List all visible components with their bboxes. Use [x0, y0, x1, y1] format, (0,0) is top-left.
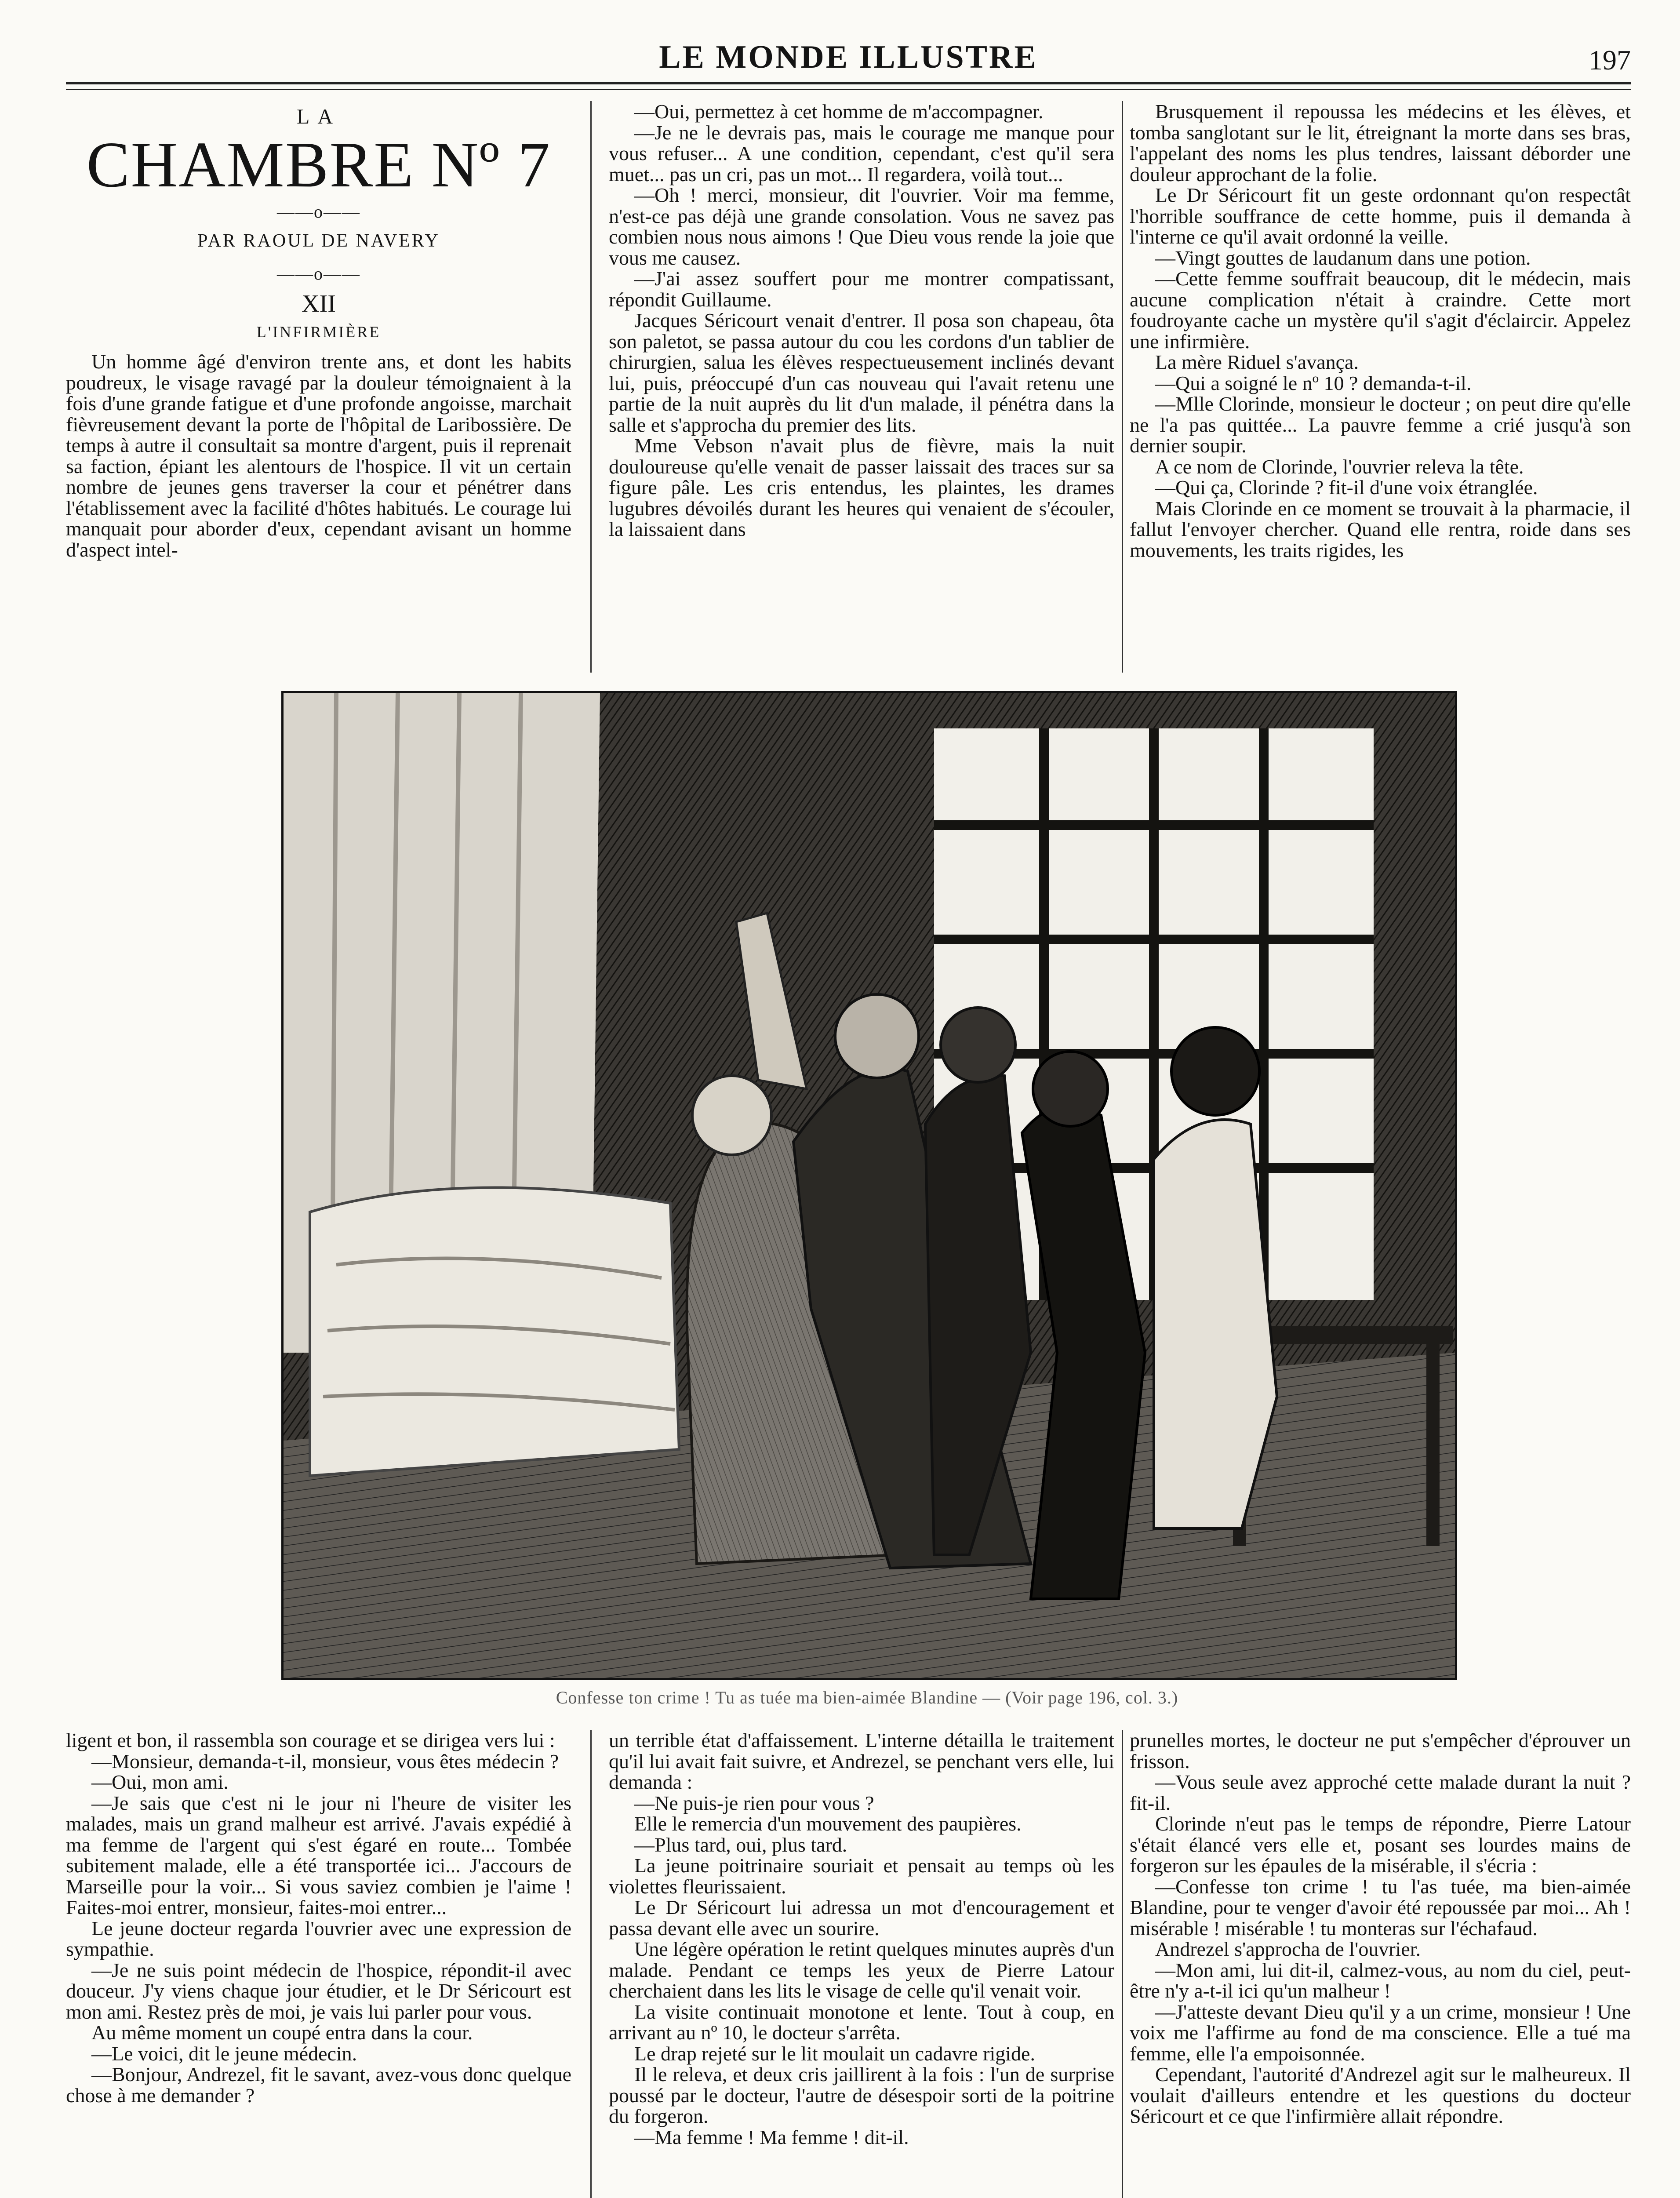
top-column-2 — [609, 101, 1114, 673]
paragraph: Au même moment un coupé entra dans la cour. — [91, 2021, 473, 2044]
paragraph: —Vous seule avez approché cette malade durant la nuit ? fit-il. — [1130, 1771, 1631, 1814]
paragraph: —Vingt gouttes de laudanum dans une potion. — [1155, 246, 1531, 269]
paragraph: —Je ne suis point médecin de l'hospice, répondit-il avec douceur. J'y viens chaque jour étudier, et le Dr Séricourt est mon ami. Restez près de moi, je vais lui parler pour vous. — [66, 1958, 571, 2023]
paragraph: —Le voici, dit le jeune médecin. — [91, 2042, 357, 2065]
paragraph: —Oh ! merci, monsieur, dit l'ouvrier. Voir ma femme, n'est-ce pas déjà une grande consolation. Vous ne savez pas combien nous nous aimons ! Que Dieu vous rende la joie que vous me causez. — [609, 184, 1114, 269]
column-divider — [1122, 101, 1123, 673]
paragraph: La jeune poitrinaire souriait et pensait au temps où les violettes fleurissaient. — [609, 1854, 1114, 1898]
top-column-1 — [66, 101, 571, 673]
paragraph: Jacques Séricourt venait d'entrer. Il posa son chapeau, ôta son paletot, se passa autour du cou les cordons d'un tablier de chirurgien, salua les élèves respectueusement inclinés devant lui, puis, préoccupé d'un cas nouveau qui l'avait retenu une partie de la nuit auprès du lit d'un malade, il pénétra dans la salle et s'approcha du premier des lits. — [609, 309, 1114, 436]
paragraph: Le jeune docteur regarda l'ouvrier avec une expression de sympathie. — [66, 1917, 571, 1960]
paragraph: Mme Vebson n'avait plus de fièvre, mais la nuit douloureuse qu'elle venait de passer laissait des traces sur sa figure pâle. Les cris entendus, les plaintes, les drames lugubres dévoilés durant les heures qui venaient de s'écouler, la laissaient dans — [609, 434, 1114, 540]
bottom-column-2 — [609, 1730, 1114, 2198]
paragraph: Andrezel s'approcha de l'ouvrier. — [1155, 1938, 1421, 1960]
page-header — [66, 39, 1631, 87]
article-kicker: LA — [297, 105, 341, 128]
hospital-scene-drawing — [284, 693, 1455, 1678]
page-number: 197 — [1589, 44, 1631, 76]
paragraph: —Ne puis-je rien pour vous ? — [634, 1791, 874, 1814]
paragraph: Le Dr Séricourt fit un geste ordonnant qu'on respectât l'horrible souffrance de cette homme, puis il demanda à l'interne ce qu'il avait ordonné la veille. — [1130, 184, 1631, 248]
header-rule — [66, 82, 1631, 84]
paragraph: Clorinde n'eut pas le temps de répondre, Pierre Latour s'était élancé vers elle et, posant ses lourdes mains de forgeron sur les épaules de la misérable, il s'écria : — [1130, 1812, 1631, 1877]
paragraph: —J'ai assez souffert pour me montrer compatissant, répondit Guillaume. — [609, 267, 1114, 311]
paragraph: Cependant, l'autorité d'Andrezel agit sur le malheureux. Il voulait d'ailleurs entendre et les questions du docteur Séricourt et ce que l'infirmière allait répondre. — [1130, 2063, 1631, 2127]
header-rule-thin — [66, 89, 1631, 90]
paragraph: La visite continuait monotone et lente. Tout à coup, en arrivant au nº 10, le docteur s'arrêta. — [609, 2000, 1114, 2044]
paragraph: Un homme âgé d'environ trente ans, et dont les habits poudreux, le visage ravagé par la douleur témoignaient à la fois d'une grande fatigue et d'une profonde angoisse, marchait fièvreusement devant la porte de l'hôpital de Laribossière. De temps à autre il consultait sa montre d'argent, puis il reprenait sa faction, épiant les alentours de l'hospice. Il vit un certain nombre de jeunes gens traverser la cour et pénétrer dans l'établissement avec la facilité d'hôtes habitués. Le courage lui manquait pour aborder d'eux, cependant avisant un homme d'aspect intel- — [66, 350, 571, 561]
paragraph: un terrible état d'affaissement. L'interne détailla le traitement qu'il lui avait fait suivre, et Andrezel, se penchant vers elle, lui demanda : — [609, 1730, 1114, 1793]
paragraph: ligent et bon, il rassembla son courage et se dirigea vers lui : — [66, 1730, 555, 1751]
paragraph: —Qui ça, Clorinde ? fit-il d'une voix étranglée. — [1155, 476, 1538, 499]
paragraph: —Plus tard, oui, plus tard. — [634, 1833, 847, 1856]
paragraph: Le Dr Séricourt lui adressa un mot d'encouragement et passa devant elle avec un sourire. — [609, 1896, 1114, 1940]
top-column-3 — [1130, 101, 1631, 673]
paragraph: —J'atteste devant Dieu qu'il y a un crime, monsieur ! Une voix me l'affirme au fond de ma conscience. Elle a tué ma femme, elle l'a empoisonnée. — [1130, 2000, 1631, 2065]
column-divider — [590, 1730, 592, 2198]
paragraph: —Monsieur, demanda-t-il, monsieur, vous êtes médecin ? — [91, 1750, 559, 1772]
paragraph: Mais Clorinde en ce moment se trouvait à la pharmacie, il fallut l'envoyer chercher. Quand elle rentra, roide dans ses mouvements, les traits rigides, les — [1130, 497, 1631, 561]
ornament-divider: ——o—— — [277, 201, 360, 222]
article-byline: PAR RAOUL DE NAVERY — [197, 231, 440, 251]
illustration-caption: Confesse ton crime ! Tu as tuée ma bien-aimée Blandine — (Voir page 196, col. 3.) — [556, 1688, 1178, 1707]
paragraph: —Bonjour, Andrezel, fit le savant, avez-vous donc quelque chose à me demander ? — [66, 2063, 571, 2107]
chapter-number: XII — [302, 290, 336, 317]
bottom-column-3 — [1130, 1730, 1631, 2198]
chapter-title: L'INFIRMIÈRE — [256, 323, 381, 341]
paragraph: Il le releva, et deux cris jaillirent à la fois : l'un de surprise poussé par le docteur, l'autre de désespoir sorti de la poitrine du forgeron. — [609, 2063, 1114, 2127]
paragraph: prunelles mortes, le docteur ne put s'empêcher d'éprouver un frisson. — [1130, 1730, 1631, 1772]
article-title: CHAMBRE Nº 7 — [86, 128, 551, 201]
paragraph: —Ma femme ! Ma femme ! dit-il. — [634, 2125, 909, 2148]
bottom-column-1 — [66, 1730, 571, 2198]
paragraph-group — [66, 351, 571, 560]
ornament-divider: ——o—— — [277, 263, 360, 284]
paragraph: Brusquement il repoussa les médecins et les élèves, et tomba sanglotant sur le lit, étreignant la morte dans ses bras, l'appelant des noms les plus tendres, laissant déborder une douleur approchant de la folie. — [1130, 101, 1631, 186]
paragraph: —Oui, permettez à cet homme de m'accompagner. — [634, 101, 1044, 123]
masthead: LE MONDE ILLUSTRE — [659, 39, 1038, 75]
paragraph: A ce nom de Clorinde, l'ouvrier releva la tête. — [1155, 455, 1524, 478]
column-divider — [590, 101, 592, 673]
paragraph: —Mon ami, lui dit-il, calmez-vous, au nom du ciel, peut-être n'y a-t-il ici qu'un malheur ! — [1130, 1958, 1631, 2002]
paragraph: —Je ne le devrais pas, mais le courage me manque pour vous refuser... A une condition, cependant, c'est qu'il sera muet... pas un cri, pas un mot... Il regardera, voilà tout... — [609, 121, 1114, 186]
paragraph: Elle le remercia d'un mouvement des paupières. — [634, 1812, 1022, 1835]
paragraph: —Oui, mon ami. — [91, 1771, 229, 1793]
paragraph: —Je sais que c'est ni le jour ni l'heure de visiter les malades, mais un grand malheur est arrivé. J'avais expédié à ma femme de l'argent qui s'est égaré en route... Tombée subitement malade, elle a été transportée ici... J'accours de Marseille pour la voir... Si vous saviez combien je l'aime ! Faites-moi entrer, monsieur, faites-moi entrer... — [66, 1791, 571, 1918]
paragraph: —Cette femme souffrait beaucoup, dit le médecin, mais aucune complication n'était à craindre. Cette mort foudroyante cache un mystère qu'il s'agit d'éclaircir. Appelez une infirmière. — [1130, 267, 1631, 353]
column-divider — [1122, 1730, 1123, 2198]
paragraph: Le drap rejeté sur le lit moulait un cadavre rigide. — [634, 2042, 1035, 2065]
paragraph: Une légère opération le retint quelques minutes auprès d'un malade. Pendant ce temps les yeux de Pierre Latour cherchaient dans les lits le visage de celle qu'il venait voir. — [609, 1938, 1114, 2002]
engraving-illustration — [281, 691, 1457, 1680]
paragraph: La mère Riduel s'avança. — [1155, 351, 1359, 373]
paragraph: —Qui a soigné le nº 10 ? demanda-t-il. — [1155, 371, 1472, 394]
paragraph: —Mlle Clorinde, monsieur le docteur ; on peut dire qu'elle ne l'a pas quittée... La pauvre femme a crié jusqu'à son dernier soupir. — [1130, 393, 1631, 457]
paragraph: —Confesse ton crime ! tu l'as tuée, ma bien-aimée Blandine, pour te venger d'avoir été repoussée par moi... Ah ! misérable ! misérable ! tu monteras sur l'échafaud. — [1130, 1875, 1631, 1940]
